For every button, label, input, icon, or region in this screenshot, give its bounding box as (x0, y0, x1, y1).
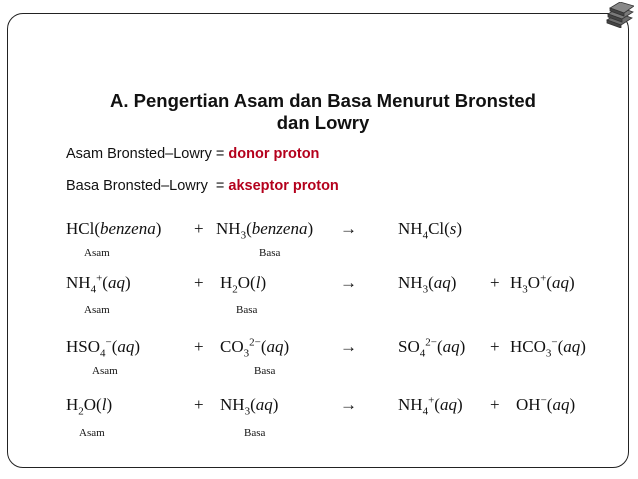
acid-definition-term: donor proton (228, 146, 320, 162)
reaction-2-acid-label: Asam (84, 304, 110, 316)
reaction-1-product-1: $NH_4Cl(s)$ (398, 219, 463, 242)
reaction-4-base: $NH_3(aq)$ (220, 395, 279, 418)
book-stack-icon (604, 2, 634, 28)
title-line-2: dan Lowry (276, 112, 370, 133)
reaction-2-base-label: Basa (236, 304, 258, 316)
reaction-4-acid: $H_2O(l)$ (66, 395, 113, 418)
reaction-3-acid-label: Asam (92, 365, 118, 377)
reaction-3-base-label: Basa (254, 365, 276, 377)
title-line-1: A. Pengertian Asam dan Basa Menurut Bronsted (110, 90, 536, 111)
reaction-1-acid-label: Asam (84, 247, 110, 259)
reaction-2-product-2: $H_3O^+(aq)$ (510, 272, 575, 296)
reaction-2-product-1: $NH_3(aq)$ (398, 273, 457, 296)
reaction-2-plus-2: + (490, 273, 500, 292)
reaction-4-arrow: → (340, 395, 357, 414)
reaction-3-base: $CO_3^{2-}(aq)$ (220, 336, 290, 360)
reaction-3-arrow: → (340, 337, 357, 356)
reaction-3-plus-2: + (490, 337, 500, 356)
reaction-2-acid: $NH_4^+(aq)$ (66, 272, 131, 296)
acid-definition (66, 146, 319, 162)
base-definition-term: akseptor proton (228, 178, 339, 194)
reaction-1-acid: HCl(benzena) (66, 219, 162, 238)
reaction-3-product-1: $SO_4^{2-}(aq)$ (398, 336, 466, 360)
reaction-4-product-1: $NH_4^+(aq)$ (398, 394, 463, 418)
reaction-4-plus-2: + (490, 395, 500, 414)
reaction-4-base-label: Basa (244, 427, 266, 439)
acid-definition-label: Asam Bronsted–Lowry = (66, 146, 229, 162)
base-definition-label: Basa Bronsted–Lowry = (66, 178, 229, 194)
reaction-3-plus: + (194, 337, 204, 356)
base-definition (66, 178, 339, 194)
reaction-4-product-2: OH−(aq) (516, 394, 576, 414)
reaction-4-plus: + (194, 395, 204, 414)
reaction-1-plus: + (194, 219, 204, 238)
reaction-3-acid: $HSO_4^-(aq)$ (66, 336, 141, 360)
reaction-1-arrow: → (340, 219, 357, 238)
reaction-2-base: $H_2O(l)$ (220, 273, 267, 296)
reaction-3-product-2: $HCO_3^-(aq)$ (510, 336, 586, 360)
reaction-2-plus: + (194, 273, 204, 292)
slide-title (58, 90, 588, 134)
reaction-1-base: $NH_3(benzena)$ (216, 219, 314, 242)
reaction-4-acid-label: Asam (79, 427, 105, 439)
reaction-2-arrow: → (340, 273, 357, 292)
reaction-1-base-label: Basa (259, 247, 281, 259)
